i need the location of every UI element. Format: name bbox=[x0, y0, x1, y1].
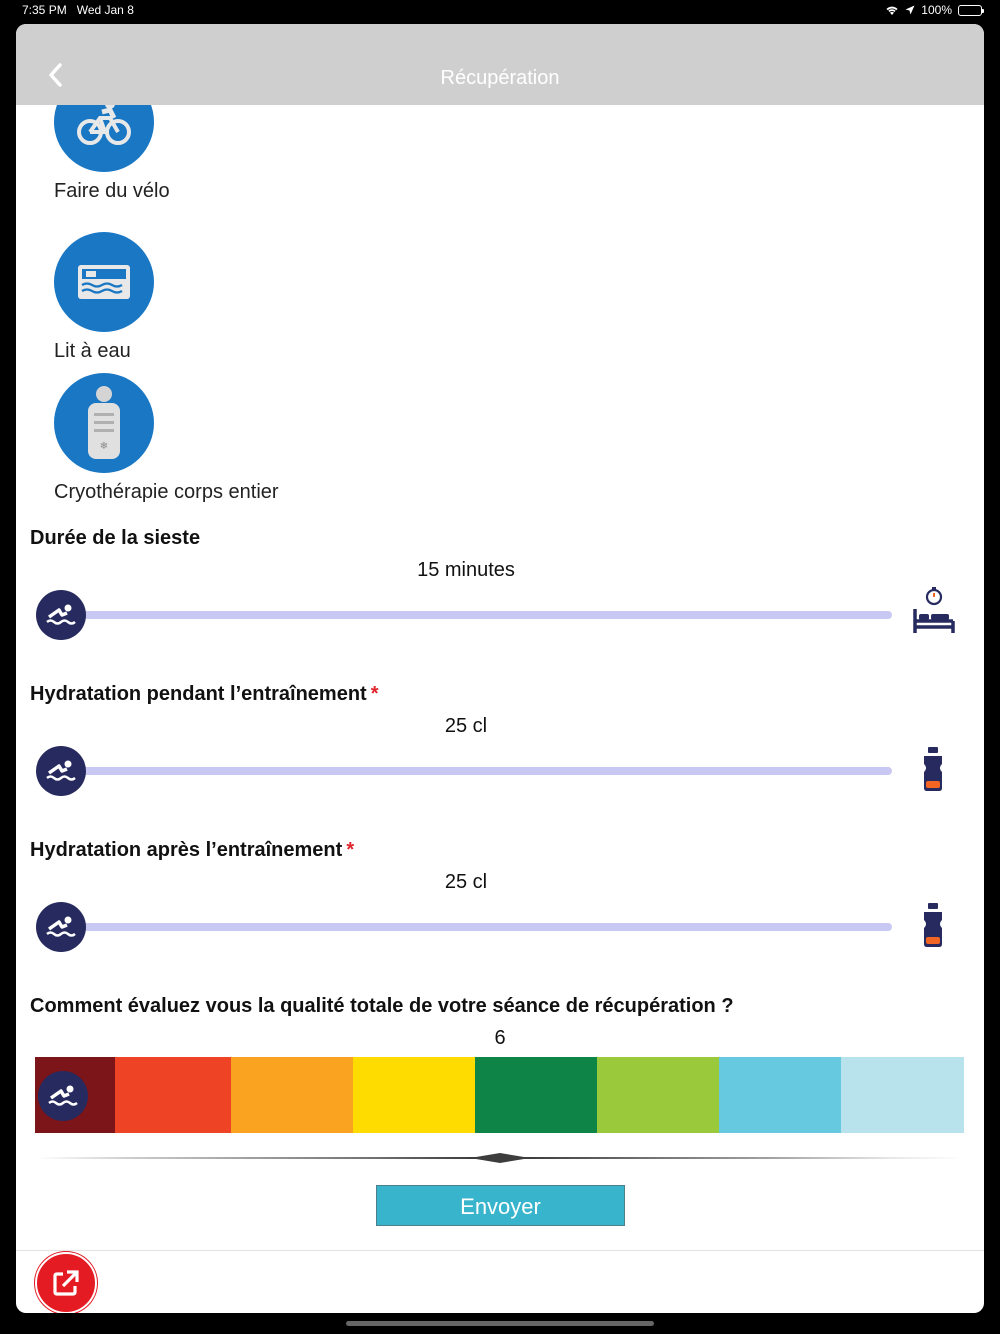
nap-slider-thumb[interactable] bbox=[36, 590, 86, 640]
hydration-after-value: 25 cl bbox=[444, 871, 488, 893]
scale-segment[interactable] bbox=[115, 1057, 231, 1133]
hydration-after-slider-thumb[interactable] bbox=[36, 902, 86, 952]
footer-divider bbox=[16, 1250, 984, 1251]
nap-slider-track[interactable] bbox=[56, 611, 892, 619]
bed-timer-icon bbox=[912, 585, 956, 637]
location-icon bbox=[905, 5, 915, 15]
required-asterisk: * bbox=[370, 683, 379, 705]
swimmer-icon bbox=[45, 758, 77, 784]
swimmer-icon bbox=[45, 914, 77, 940]
home-indicator bbox=[346, 1321, 654, 1326]
hydration-during-slider-track[interactable] bbox=[56, 767, 892, 775]
activity-label: Lit à eau bbox=[54, 340, 131, 362]
activity-cryotherapy[interactable] bbox=[54, 373, 279, 504]
required-asterisk: * bbox=[346, 839, 355, 861]
hydration-during-title: Hydratation pendant l’entraînement * bbox=[30, 683, 379, 705]
quality-slider-thumb[interactable] bbox=[38, 1071, 88, 1121]
status-bar bbox=[0, 0, 1000, 22]
scale-segment[interactable] bbox=[841, 1057, 964, 1133]
activity-label: Cryothérapie corps entier bbox=[54, 481, 279, 503]
scroll-rail bbox=[36, 1151, 964, 1165]
page-title: Récupération bbox=[440, 67, 560, 89]
water-bed-icon bbox=[54, 232, 154, 332]
share-button[interactable] bbox=[35, 1252, 97, 1313]
swimmer-icon bbox=[45, 602, 77, 628]
submit-button[interactable]: Envoyer bbox=[376, 1185, 625, 1226]
scale-segment[interactable] bbox=[719, 1057, 841, 1133]
scale-segment[interactable] bbox=[597, 1057, 719, 1133]
share-arrow-icon bbox=[51, 1268, 81, 1298]
activity-bike[interactable] bbox=[54, 105, 170, 203]
nap-title: Durée de la sieste bbox=[30, 527, 201, 549]
swimmer-icon bbox=[47, 1083, 79, 1109]
quality-title: Comment évaluez vous la qualité totale de votre séance de récupération ? bbox=[30, 995, 734, 1017]
battery-icon bbox=[958, 5, 982, 16]
quality-color-scale[interactable] bbox=[35, 1057, 964, 1133]
scroll-content[interactable] bbox=[16, 105, 984, 1250]
scale-segment[interactable] bbox=[475, 1057, 597, 1133]
battery-percent: 100% bbox=[921, 3, 952, 17]
app-window bbox=[16, 24, 984, 1313]
hydration-during-slider-thumb[interactable] bbox=[36, 746, 86, 796]
svg-text:❄: ❄ bbox=[99, 441, 109, 452]
status-time: 7:35 PM Wed Jan 8 bbox=[22, 3, 134, 17]
scale-segment[interactable] bbox=[353, 1057, 475, 1133]
water-bottle-icon bbox=[920, 902, 946, 948]
quality-value: 6 bbox=[494, 1027, 506, 1049]
hydration-after-title: Hydratation après l’entraînement * bbox=[30, 839, 355, 861]
activity-label: Faire du vélo bbox=[54, 180, 170, 202]
water-bottle-icon bbox=[920, 746, 946, 792]
status-indicators bbox=[885, 3, 982, 17]
hydration-during-value: 25 cl bbox=[444, 715, 488, 737]
hydration-after-slider-track[interactable] bbox=[56, 923, 892, 931]
cryotherapy-icon bbox=[54, 373, 154, 473]
activity-water-bed[interactable] bbox=[54, 232, 154, 363]
nav-header bbox=[16, 24, 984, 105]
scale-segment[interactable] bbox=[231, 1057, 353, 1133]
nap-value: 15 minutes bbox=[417, 559, 515, 581]
wifi-icon bbox=[885, 5, 899, 16]
bicycle-icon bbox=[54, 105, 154, 172]
